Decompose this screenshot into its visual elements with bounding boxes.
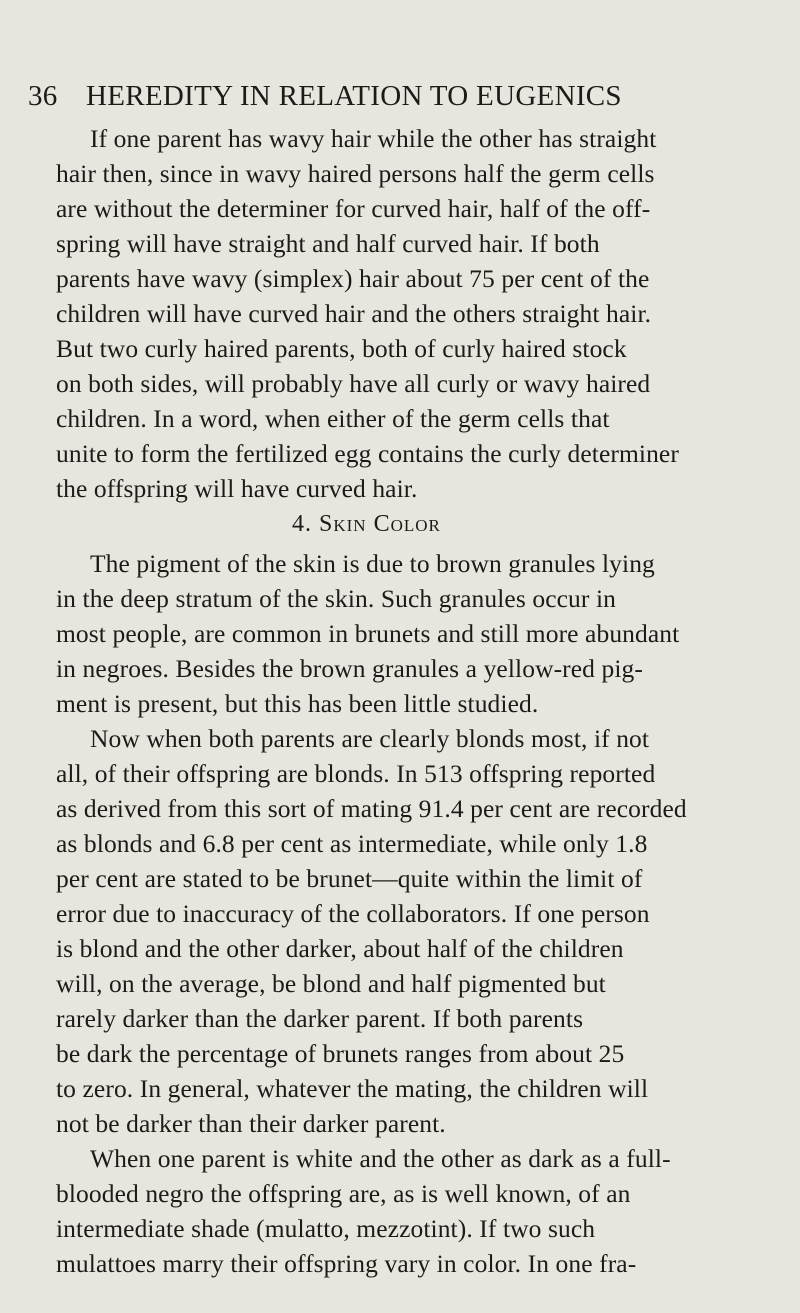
text-line: be dark the percentage of brunets ranges from about 25 [56, 1039, 625, 1068]
text-line: blooded negro the offspring are, as is well known, of an [56, 1179, 631, 1208]
text-line: The pigment of the skin is due to brown granules lying [90, 549, 655, 578]
text-line: rarely darker than the darker parent. If both parents [56, 1004, 584, 1033]
page-number: 36 [28, 80, 58, 112]
text-line: spring will have straight and half curved hair. If both [56, 229, 600, 258]
text-line: not be darker than their darker parent. [56, 1109, 446, 1138]
text-line: mulattoes marry their offspring vary in color. In one fra- [56, 1249, 637, 1278]
text-line: parents have wavy (simplex) hair about 75 per cent of the [56, 264, 650, 293]
text-line: hair then, since in wavy haired persons half the germ cells [56, 159, 655, 188]
running-title: HEREDITY IN RELATION TO EUGENICS [86, 80, 622, 112]
text-line: in negroes. Besides the brown granules a yellow-red pig- [56, 654, 643, 683]
text-line: is blond and the other darker, about half of the children [56, 934, 624, 963]
text-line: unite to form the fertilized egg contains the curly determiner [56, 439, 679, 468]
text-line: ment is present, but this has been little studied. [56, 689, 539, 718]
text-line: most people, are common in brunets and still more abundant [56, 619, 680, 648]
text-line: to zero. In general, whatever the mating, the children will [56, 1074, 649, 1103]
text-line: When one parent is white and the other as dark as a full- [90, 1144, 671, 1173]
text-line: intermediate shade (mulatto, mezzotint). If two such [56, 1214, 596, 1243]
text-line: as derived from this sort of mating 91.4 per cent are recorded [56, 794, 687, 823]
text-line: If one parent has wavy hair while the other has straight [90, 124, 657, 153]
text-line: But two curly haired parents, both of curly haired stock [56, 334, 627, 363]
running-header [28, 80, 622, 113]
text-line: all, of their offspring are blonds. In 513 offspring reported [56, 759, 656, 788]
text-line: children will have curved hair and the others straight hair. [56, 299, 652, 328]
text-line: are without the determiner for curved hair, half of the off- [56, 194, 651, 223]
text-line: per cent are stated to be brunet—quite within the limit of [56, 864, 643, 893]
section-heading: 4. Skin Color [292, 511, 441, 537]
text-line: on both sides, will probably have all curly or wavy haired [56, 369, 651, 398]
text-line: will, on the average, be blond and half pigmented but [56, 969, 606, 998]
text-line: the offspring will have curved hair. [56, 474, 418, 503]
text-line: as blonds and 6.8 per cent as intermediate, while only 1.8 [56, 829, 648, 858]
text-line: Now when both parents are clearly blonds most, if not [90, 724, 650, 753]
text-line: error due to inaccuracy of the collaborators. If one person [56, 899, 650, 928]
text-line: children. In a word, when either of the germ cells that [56, 404, 610, 433]
text-line: in the deep stratum of the skin. Such granules occur in [56, 584, 616, 613]
